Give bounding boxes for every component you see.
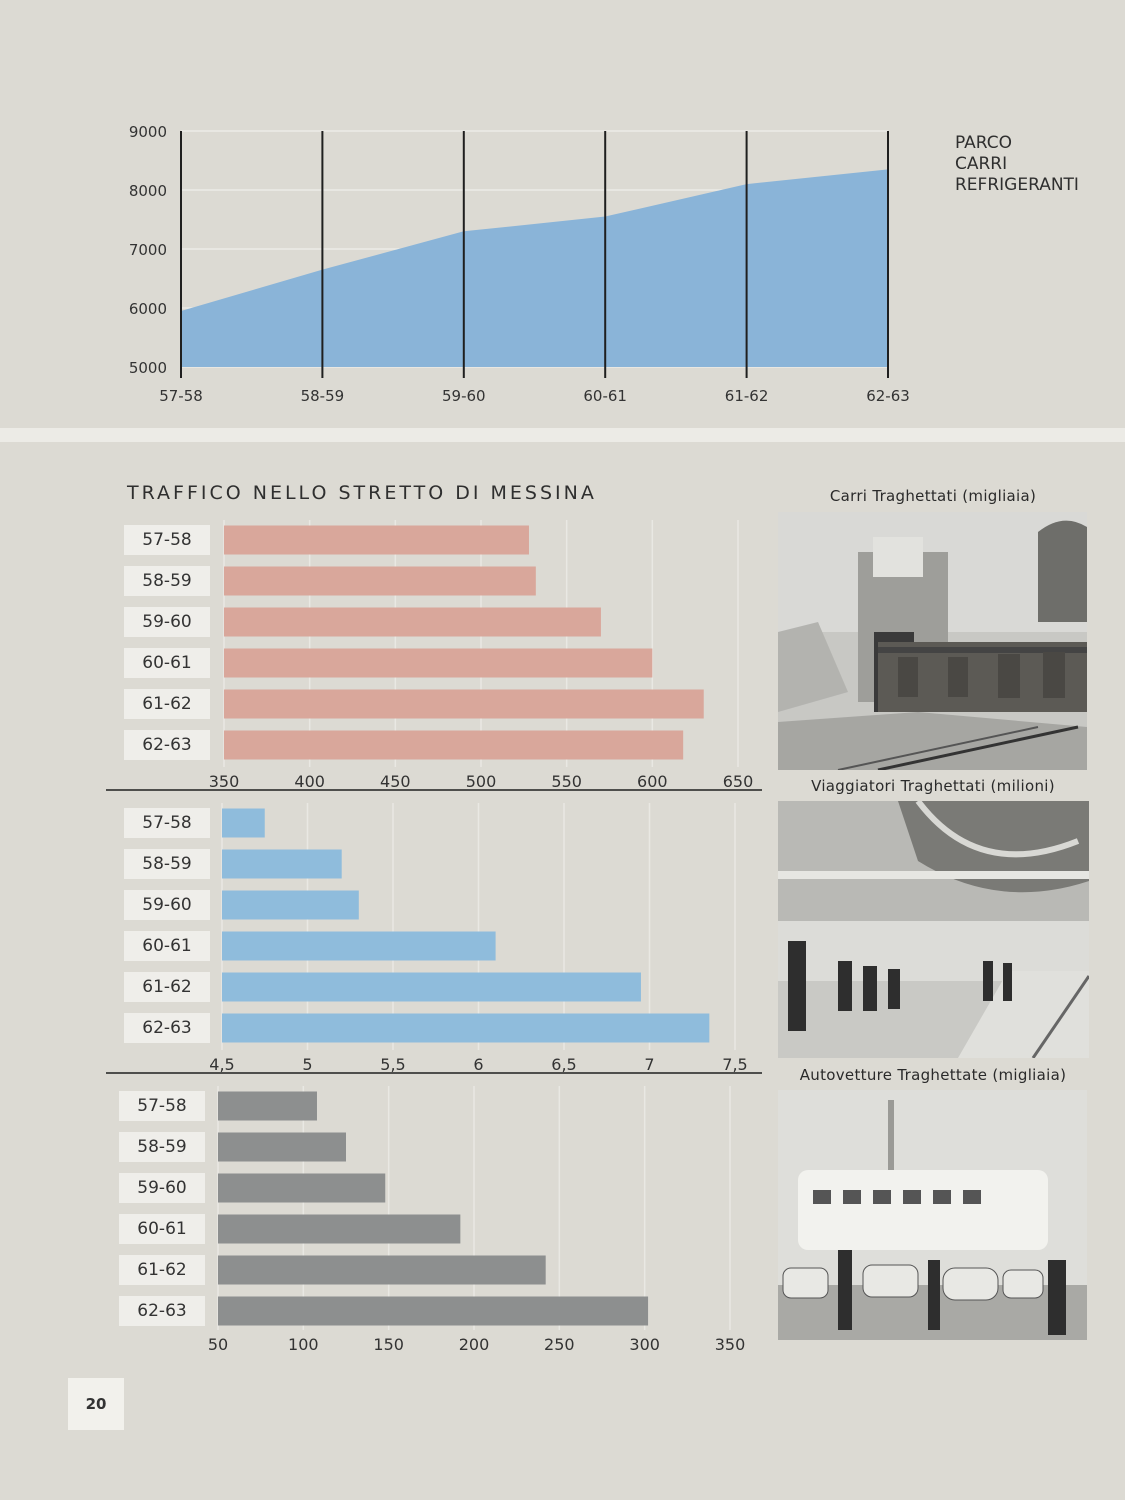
x-tick-label: 650 — [722, 772, 754, 791]
x-tick-label: 6,5 — [551, 1055, 577, 1074]
x-tick-label: 58-59 — [300, 387, 345, 405]
category-label: 62-63 — [124, 730, 210, 760]
y-tick-label: 9000 — [128, 123, 167, 141]
x-tick-label: 62-63 — [866, 387, 910, 405]
x-tick-label: 550 — [551, 772, 582, 791]
category-label: 58-59 — [119, 1132, 205, 1162]
x-tick-label: 400 — [294, 772, 325, 791]
bar — [222, 932, 496, 961]
y-tick-label: 7000 — [128, 241, 167, 259]
ferry-freight-photo — [778, 512, 1087, 770]
category-label: 60-61 — [119, 1214, 205, 1244]
y-tick-label: 5000 — [128, 359, 167, 377]
bar — [224, 649, 652, 678]
x-tick-label: 5,5 — [380, 1055, 406, 1074]
bar — [222, 891, 359, 920]
area-title-line: PARCO — [955, 133, 1013, 153]
x-tick-label: 350 — [714, 1335, 746, 1354]
x-tick-label: 300 — [629, 1335, 660, 1354]
category-label: 60-61 — [124, 648, 210, 678]
bar — [224, 608, 601, 637]
category-label: 58-59 — [124, 849, 210, 879]
bar — [222, 850, 342, 879]
page-number: 20 — [68, 1378, 124, 1430]
x-tick-label: 350 — [208, 772, 240, 791]
category-label: 60-61 — [124, 931, 210, 961]
bar — [218, 1297, 648, 1326]
x-tick-label: 500 — [465, 772, 497, 791]
bar — [224, 526, 529, 555]
ferry-passengers-photo — [778, 801, 1089, 1058]
x-tick-label: 61-62 — [724, 387, 769, 405]
x-tick-label: 4,5 — [209, 1055, 235, 1074]
x-tick-label: 60-61 — [583, 387, 627, 405]
x-tick-label: 250 — [544, 1335, 575, 1354]
x-tick-label: 6 — [473, 1055, 484, 1074]
bar — [218, 1174, 385, 1203]
freight-cars-caption: Carri Traghettati (migliaia) — [829, 487, 1037, 505]
bar — [224, 567, 536, 596]
bar — [218, 1133, 346, 1162]
x-tick-label: 600 — [637, 772, 668, 791]
category-label: 57-58 — [124, 808, 210, 838]
traffic-title: TRAFFICO NELLO STRETTO DI MESSINA — [127, 482, 597, 504]
ferry-cars-photo — [778, 1090, 1087, 1340]
category-label: 61-62 — [124, 972, 210, 1002]
x-tick-label: 57-58 — [159, 387, 203, 405]
x-tick-label: 450 — [380, 772, 411, 791]
bar — [222, 1014, 709, 1043]
bar — [218, 1092, 317, 1121]
area-title-line: REFRIGERANTI — [955, 175, 1079, 195]
category-label: 59-60 — [124, 890, 210, 920]
area-title-line: CARRI — [955, 154, 1008, 174]
category-label: 62-63 — [119, 1296, 205, 1326]
category-label: 58-59 — [124, 566, 210, 596]
bar — [224, 731, 683, 760]
category-label: 57-58 — [119, 1091, 205, 1121]
y-tick-label: 6000 — [128, 300, 167, 318]
x-tick-label: 5 — [302, 1055, 313, 1074]
category-label: 59-60 — [119, 1173, 205, 1203]
y-tick-label: 8000 — [128, 182, 167, 200]
x-tick-label: 200 — [458, 1335, 490, 1354]
category-label: 61-62 — [124, 689, 210, 719]
bar — [218, 1256, 546, 1285]
category-label: 59-60 — [124, 607, 210, 637]
cars-caption: Autovetture Traghettate (migliaia) — [799, 1066, 1067, 1084]
x-tick-label: 150 — [373, 1335, 404, 1354]
category-label: 62-63 — [124, 1013, 210, 1043]
category-label: 61-62 — [119, 1255, 205, 1285]
x-tick-label: 7,5 — [722, 1055, 748, 1074]
bar — [222, 973, 641, 1002]
x-tick-label: 59-60 — [442, 387, 486, 405]
bar — [218, 1215, 460, 1244]
bar — [224, 690, 704, 719]
x-tick-label: 100 — [288, 1335, 319, 1354]
category-label: 57-58 — [124, 525, 210, 555]
bar — [222, 809, 265, 838]
x-tick-label: 50 — [207, 1335, 229, 1354]
x-tick-label: 7 — [644, 1055, 655, 1074]
passengers-caption: Viaggiatori Traghettati (milioni) — [811, 777, 1055, 795]
